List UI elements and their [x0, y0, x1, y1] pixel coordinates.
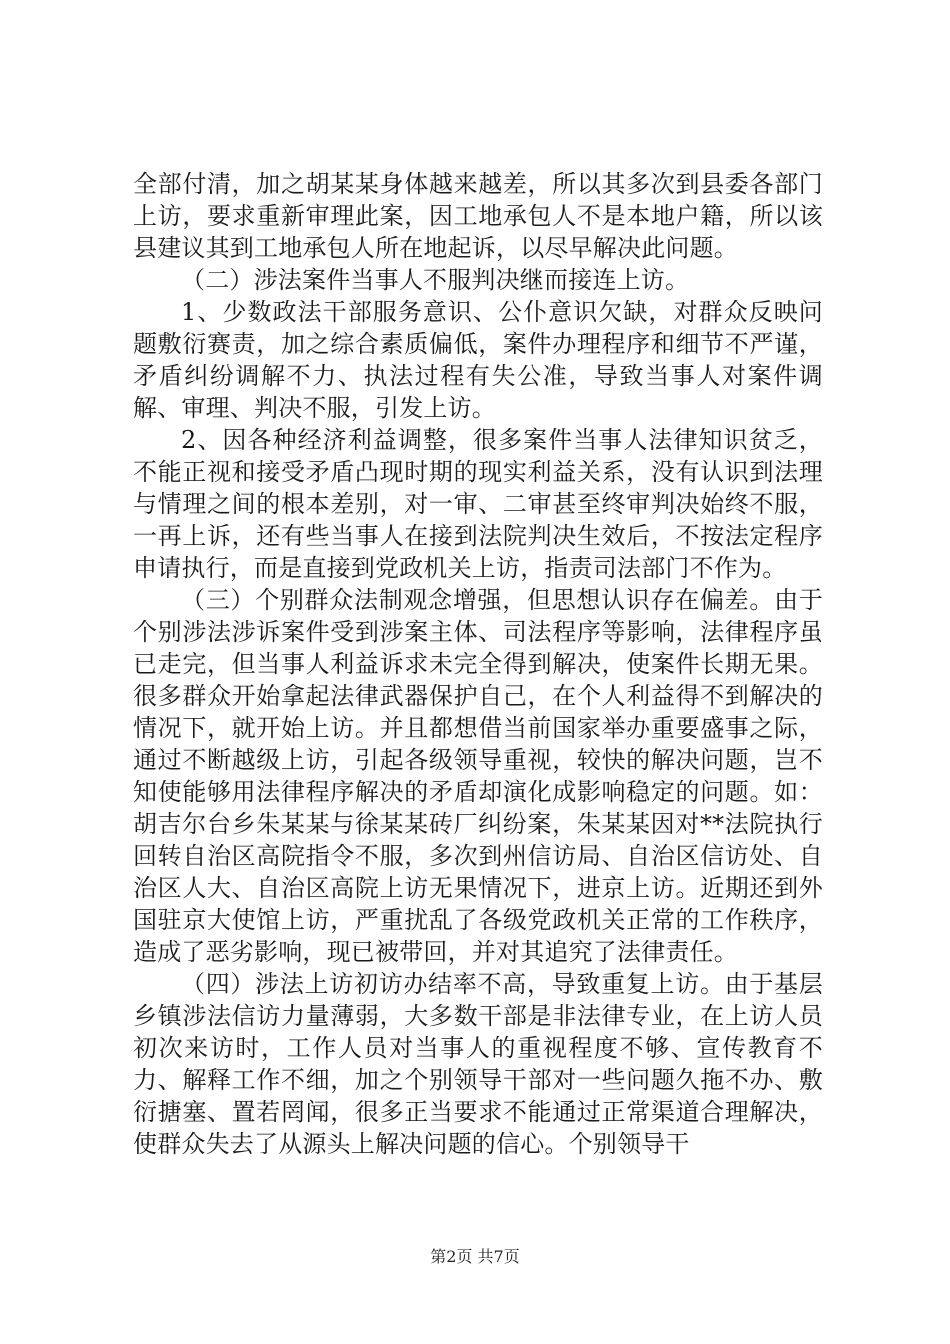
- paragraph-continuation: 全部付清，加之胡某某身体越来越差，所以其多次到县委各部门上访，要求重新审理此案，因工地承包人不是本地户籍，所以该县建议其到工地承包人所在地起诉，以尽早解决此问题。: [133, 170, 823, 262]
- page-footer: [0, 1244, 950, 1267]
- paragraph-item-1: 1、少数政法干部服务意识、公仆意识欠缺，对群众反映问题敷衍赛责，加之综合素质偏低，案件办理程序和细节不严谨，矛盾纠纷调解不力、执法过程有失公准，导致当事人对案件调解、审理、判决不服，引发上访。: [133, 298, 823, 422]
- section-paragraph-4: （四）涉法上访初访办结率不高，导致重复上访。由于基层乡镇涉法信访力量薄弱，大多数干部是非法律专业，在上访人员初次来访时，工作人员对当事人的重视程度不够、宣传教育不力、解释工作不细，加之个别领导干部对一些问题久拖不办、敷衍搪塞、置若罔闻，很多正当要求不能通过正常渠道合理解决，使群众失去了从源头上解决问题的信心。个别领导干: [133, 970, 823, 1158]
- document-body: [133, 168, 823, 1160]
- section-heading-2: （二）涉法案件当事人不服判决继而接连上访。: [181, 266, 690, 294]
- section-paragraph-3: （三）个别群众法制观念增强，但思想认识存在偏差。由于个别涉法涉诉案件受到涉案主体、司法程序等影响，法律程序虽已走完，但当事人利益诉求未完全得到解决，使案件长期无果。很多群众开始拿起法律武器保护自己，在个人利益得不到解决的情况下，就开始上访。并且都想借当前国家举办重要盛事之际，通过不断越级上访，引起各级领导重视，较快的解决问题，岂不知使能够用法律程序解决的矛盾却演化成影响稳定的问题。如：胡吉尔台乡朱某某与徐某某砖厂纠纷案，朱某某因对**法院执行回转自治区高院指令不服，多次到州信访局、自治区信访处、自治区人大、自治区高院上访无果情况下，进京上访。近期还到外国驻京大使馆上访，严重扰乱了各级党政机关正常的工作秩序，造成了恶劣影响，现已被带回，并对其追究了法律责任。: [133, 586, 823, 966]
- paragraph-item-2: 2、因各种经济利益调整，很多案件当事人法律知识贫乏，不能正视和接受矛盾凸现时期的现实利益关系，没有认识到法理与情理之间的根本差别，对一审、二审甚至终审判决始终不服，一再上诉，还有些当事人在接到法院判决生效后，不按法定程序申请执行，而是直接到党政机关上访，指责司法部门不作为。: [133, 426, 823, 582]
- page-number-label: 第2页 共7页: [430, 1247, 520, 1266]
